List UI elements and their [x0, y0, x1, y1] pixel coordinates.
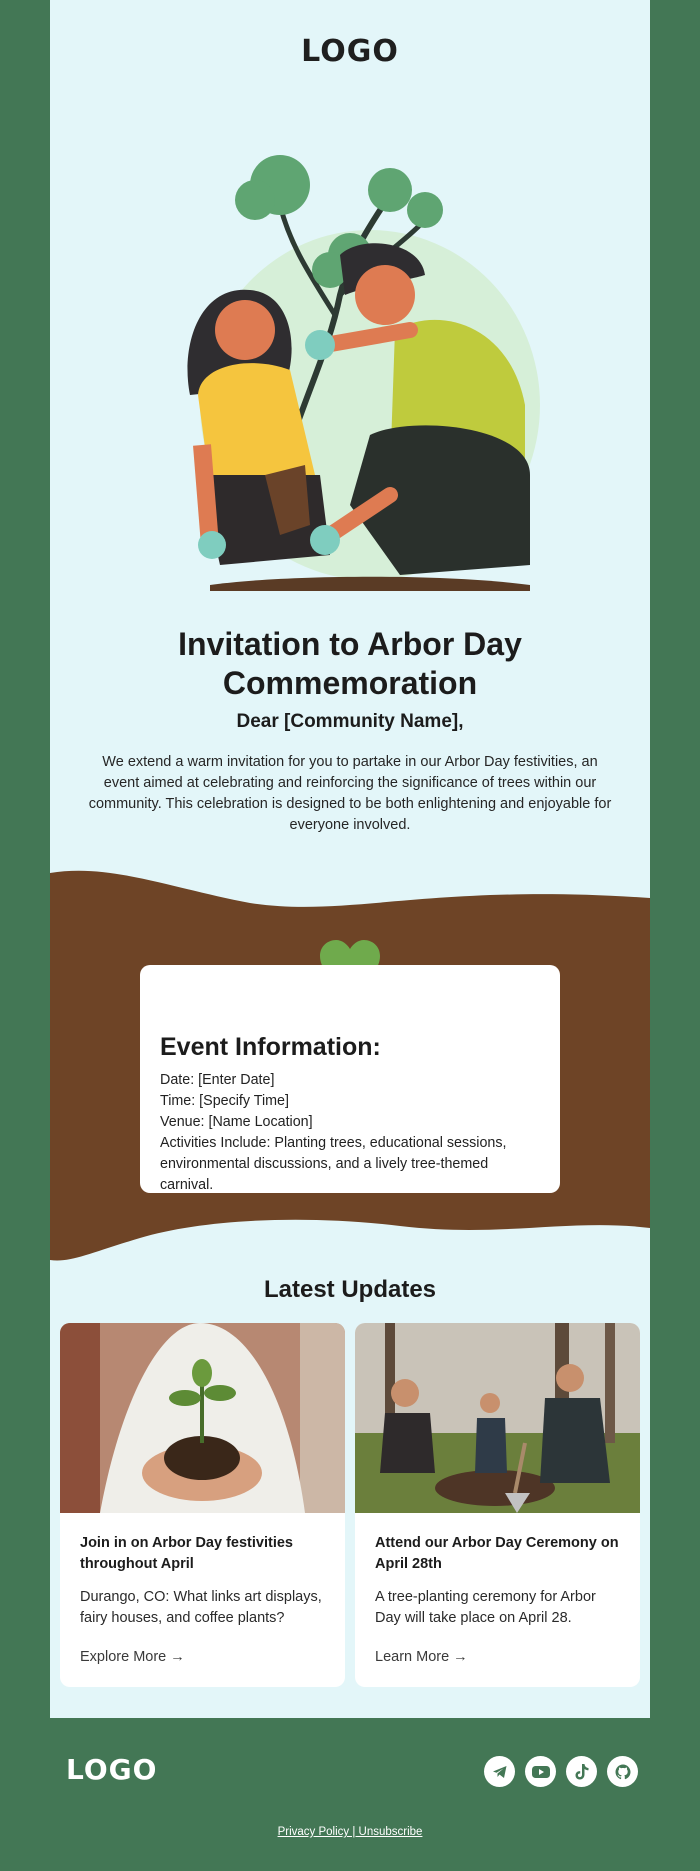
- event-info-card: [140, 965, 560, 1193]
- card-title: Join in on Arbor Day festivities throughout April: [80, 1535, 293, 1572]
- explore-more-link[interactable]: Explore More →: [80, 1649, 185, 1665]
- page-title: Invitation to Arbor Day Commemoration: [178, 626, 522, 701]
- header-logo[interactable]: LOGO: [301, 34, 399, 69]
- telegram-icon[interactable]: [484, 1756, 515, 1787]
- learn-more-link[interactable]: Learn More →: [375, 1649, 468, 1665]
- card-text: A tree-planting ceremony for Arbor Day will take place on April 28.: [375, 1589, 596, 1626]
- family-planting-photo: [355, 1323, 640, 1513]
- footer-links: [0, 1826, 700, 1838]
- greeting: Dear [Community Name],: [236, 711, 464, 732]
- event-info-title: Event Information:: [160, 1033, 381, 1061]
- update-card: [355, 1323, 640, 1687]
- seedling-photo: [60, 1323, 345, 1513]
- tiktok-icon[interactable]: [566, 1756, 597, 1787]
- card-title: Attend our Arbor Day Ceremony on April 28th: [375, 1535, 619, 1572]
- card-text: Durango, CO: What links art displays, fairy houses, and coffee plants?: [80, 1589, 322, 1626]
- event-time: Time: [Specify Time]: [160, 1093, 289, 1109]
- email-container: [50, 0, 650, 1718]
- youtube-icon[interactable]: [525, 1756, 556, 1787]
- event-activities: Activities Include: Planting trees, educational sessions, environmental discussions, and a lively tree-themed carnival.: [160, 1135, 507, 1193]
- intro-text: We extend a warm invitation for you to partake in our Arbor Day festivities, an event aimed at celebrating and reinforcing the significance of trees within our community. This celebration is designed to be both enlightening and enjoyable for everyone involved.: [88, 754, 612, 833]
- social-links: [484, 1756, 638, 1787]
- github-icon[interactable]: [607, 1756, 638, 1787]
- update-card: [60, 1323, 345, 1687]
- privacy-unsubscribe-link[interactable]: Privacy Policy | Unsubscribe: [277, 1826, 423, 1838]
- updates-title: Latest Updates: [263, 1276, 437, 1303]
- event-date: Date: [Enter Date]: [160, 1072, 275, 1088]
- footer-logo[interactable]: LOGO: [66, 1753, 158, 1786]
- event-venue: Venue: [Name Location]: [160, 1114, 313, 1130]
- hero-illustration: [140, 145, 570, 595]
